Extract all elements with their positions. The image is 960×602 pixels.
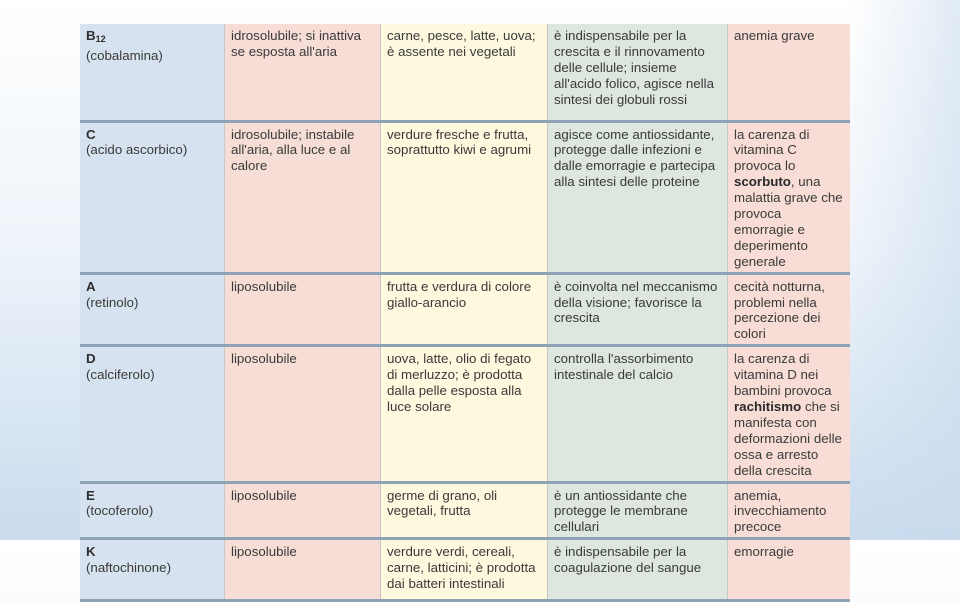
vitamin-chemical-name: (tocoferolo): [86, 503, 154, 519]
vitamin-chemical-name: (naftochinone): [86, 560, 172, 576]
disease-name: scorbuto: [734, 174, 791, 190]
vitamin-chemical-name: (retinolo): [86, 294, 139, 310]
vitamin-name-cell: [80, 539, 225, 601]
deficiency-cell: anemia grave: [728, 24, 851, 121]
function-cell: agisce come antiossidante, protegge dalle infezioni e dalle emorragie e partecipa alla sintesi delle proteine: [548, 121, 728, 273]
function-cell: è indispensabile per la coagulazione del sangue: [548, 539, 728, 601]
vitamin-name-cell: [80, 346, 225, 482]
solubility-cell: liposolubile: [225, 482, 381, 539]
deficiency-cell: emorragie: [728, 539, 851, 601]
deficiency-cell: la carenza di vitamina C provoca lo scorbuto, una malattia grave che provoca emorragie e deperimento generale: [728, 121, 851, 273]
deficiency-cell: la carenza di vitamina D nei bambini provoca rachitismo che si manifesta con deformazioni delle ossa e arresto della crescita: [728, 346, 851, 482]
vitamin-letter: E: [86, 487, 95, 503]
vitamin-letter: K: [86, 544, 96, 560]
disease-name: rachitismo: [734, 399, 802, 414]
vitamin-letter: A: [86, 278, 96, 294]
vitamin-letter: D: [86, 351, 96, 367]
solubility-cell: idrosolubile; instabile all'aria, alla luce e al calore: [225, 121, 381, 273]
solubility-cell: liposolubile: [225, 273, 381, 346]
deficiency-cell: cecità notturna, problemi nella percezione dei colori: [728, 273, 851, 346]
vitamin-name-cell: [80, 273, 225, 346]
vitamin-chemical-name: (calciferolo): [86, 367, 155, 383]
sources-cell: frutta e verdura di colore giallo-arancio: [381, 273, 548, 346]
sources-cell: uova, latte, olio di fegato di merluzzo; è prodotta dalla pelle esposta alla luce solare: [381, 346, 548, 482]
vitamin-name-cell: [80, 24, 225, 121]
vitamin-name-cell: [80, 482, 225, 539]
vitamin-chemical-name: (acido ascorbico): [86, 142, 188, 158]
sources-cell: carne, pesce, latte, uova; è assente nei vegetali: [381, 24, 548, 121]
table-row-d: [80, 346, 850, 482]
sources-cell: verdure fresche e frutta, soprattutto kiwi e agrumi: [381, 121, 548, 273]
deficiency-cell: anemia, invecchiamento precoce: [728, 482, 851, 539]
vitamin-table: [80, 24, 850, 602]
function-cell: controlla l'assorbimento intestinale del calcio: [548, 346, 728, 482]
table-row-a: [80, 273, 850, 346]
sources-cell: verdure verdi, cereali, carne, latticini; è prodotta dai batteri intestinali: [381, 539, 548, 601]
vitamin-letter: $B_{12}$: [86, 28, 106, 44]
slide-background-accent: [850, 0, 960, 540]
vitamin-chemical-name: (cobalamina): [86, 47, 163, 63]
table-row-b12: [80, 24, 850, 121]
solubility-cell: liposolubile: [225, 346, 381, 482]
sources-cell: germe di grano, oli vegetali, frutta: [381, 482, 548, 539]
vitamin-name-cell: [80, 121, 225, 273]
solubility-cell: idrosolubile; si inattiva se esposta all'aria: [225, 24, 381, 121]
table-row-k: [80, 539, 850, 601]
table-row-c: [80, 121, 850, 273]
table-row-e: [80, 482, 850, 539]
vitamin-letter: C: [86, 126, 96, 142]
function-cell: è un antiossidante che protegge le membrane cellulari: [548, 482, 728, 539]
solubility-cell: liposolubile: [225, 539, 381, 601]
vitamin-table-container: [80, 24, 850, 592]
function-cell: è coinvolta nel meccanismo della visione; favorisce la crescita: [548, 273, 728, 346]
function-cell: è indispensabile per la crescita e il rinnovamento delle cellule; insieme all'acido folico, agisce nella sintesi dei globuli rossi: [548, 24, 728, 121]
